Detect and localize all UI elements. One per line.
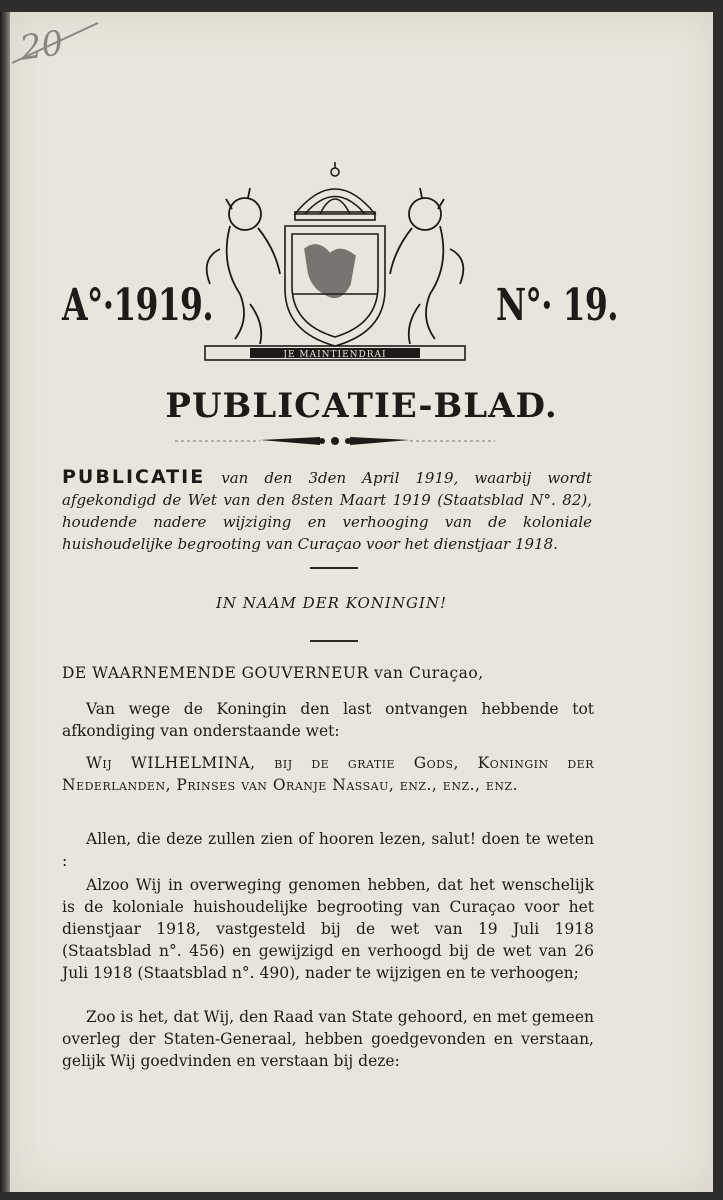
shield-icon [285,226,385,346]
issue-number: N°· 19. [496,280,618,331]
coat-motto: JE MAINTIENDRAI [283,350,387,360]
document-page [10,12,713,1192]
paragraph: Van wege de Koningin den last ontvangen hebbende tot afkondiging van onderstaande wet: [62,700,594,740]
year-label: A°·1919. [62,280,213,331]
intro-lead: PUBLICATIE [62,466,206,488]
divider-rule [310,567,358,569]
divider-rule [310,640,358,642]
crown-icon [295,162,375,220]
royal-title-paragraph: Wij WILHELMINA, bij de gratie Gods, Koningin der Nederlanden, Prinses van Oranje Nassau, enz., enz., enz. [62,754,594,794]
paragraph: Allen, die deze zullen zien of hooren lezen, salut! doen te weten : [62,830,594,870]
book-spine [0,12,10,1192]
right-lion-icon [390,188,463,344]
publication-intro [62,466,592,555]
paragraph: Alzoo Wij in overweging genomen hebben, dat het wenschelijk is de koloniale huishoudelijke begrooting van Curaçao voor het dienstjaar 1918, vastgesteld bij de wet van 19 Juli 1918 (Staatsblad n°. 456) en gewijzigd en verhoogd bij de wet van 26 Juli 1918 (Staatsblad n°. 490), nader te wijzigen en te verhoogen; [62,876,594,982]
governor-line: DE WAARNEMENDE GOUVERNEUR van Curaçao, [62,664,484,682]
coat-of-arms-icon [190,154,480,374]
masthead-title: PUBLICATIE-BLAD. [165,386,558,426]
left-lion-icon [207,188,280,344]
margin-pencil-note: 20 [17,23,66,69]
invocation-heading: IN NAAM DER KONINGIN! [215,594,448,612]
divider-ornament-icon [170,432,500,450]
intro-text: van den 3den April 1919, waarbij wordt afgekondigd de Wet van den 8sten Maart 1919 (Staatsblad N°. 82), houdende nadere wijziging en verhooging van de koloniale huishoudelijke begrooting van Curaçao voor het dienstjaar 1918. [62,469,592,553]
paragraph: Zoo is het, dat Wij, den Raad van State gehoord, en met gemeen overleg der Staten-Generaal, hebben goedgevonden en verstaan, gelijk Wij goedvinden en verstaan bij deze: [62,1008,594,1070]
